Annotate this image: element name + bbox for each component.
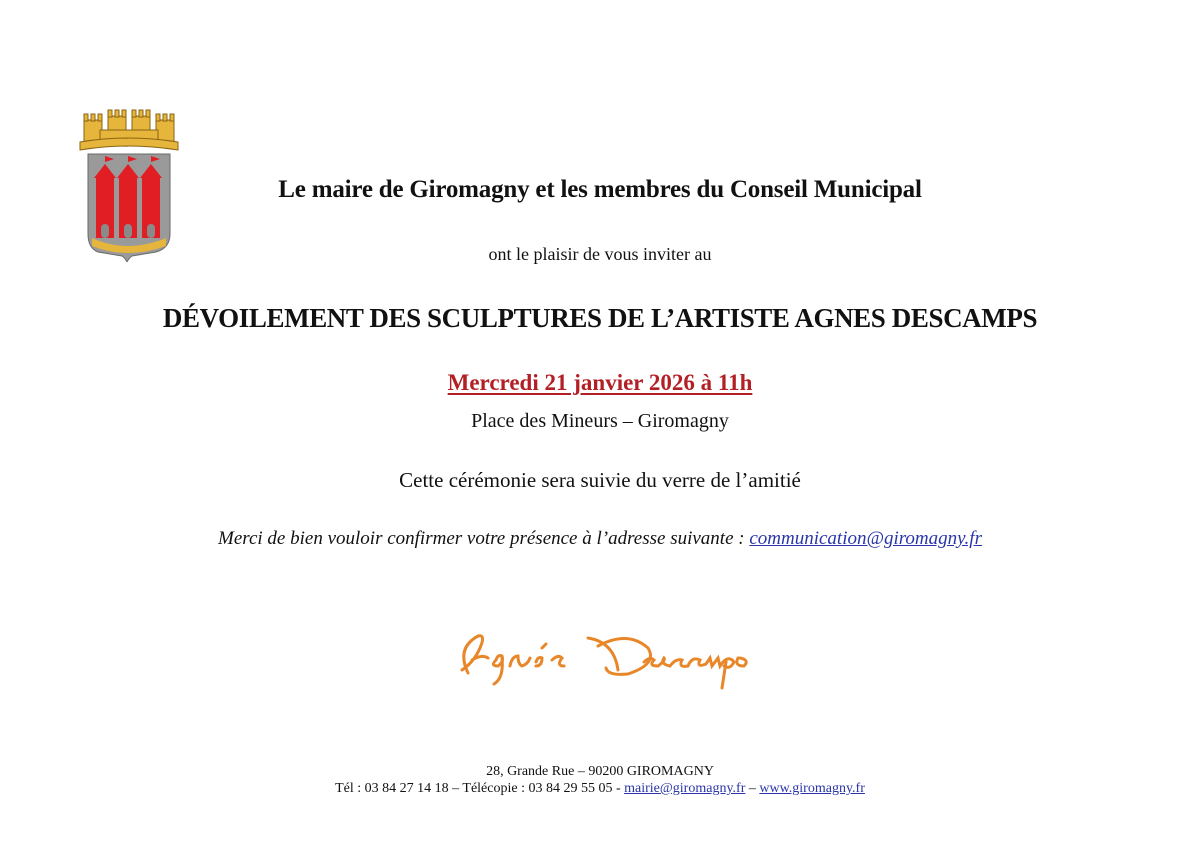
rsvp-text: Merci de bien vouloir confirmer votre présence à l’adresse suivante : — [218, 528, 750, 549]
footer-contact — [0, 781, 1200, 797]
footer-address: 28, Grande Rue – 90200 GIROMAGNY — [486, 764, 714, 779]
footer-email-link[interactable]: mairie@giromagny.fr — [624, 781, 746, 796]
rsvp-line — [0, 528, 1200, 550]
invite-line: ont le plaisir de vous inviter au — [488, 244, 712, 264]
event-date: Mercredi 21 janvier 2026 à 11h — [447, 370, 753, 395]
rsvp-email-link[interactable]: communication@giromagny.fr — [749, 528, 982, 549]
invitation-heading: Le maire de Giromagny et les membres du Conseil Municipal — [278, 176, 922, 203]
footer-website-link[interactable]: www.giromagny.fr — [759, 781, 865, 796]
footer-phone: Tél : 03 84 27 14 18 – Télécopie : 03 84 29 55 05 - — [335, 781, 625, 796]
reception-note: Cette cérémonie sera suivie du verre de l’amitié — [399, 468, 801, 492]
event-title: DÉVOILEMENT DES SCULPTURES DE L’ARTISTE AGNES DESCAMPS — [162, 303, 1038, 333]
artist-signature — [438, 618, 778, 698]
event-place: Place des Mineurs – Giromagny — [471, 410, 729, 432]
coat-of-arms-icon — [70, 106, 184, 262]
footer-separator: – — [745, 781, 760, 796]
